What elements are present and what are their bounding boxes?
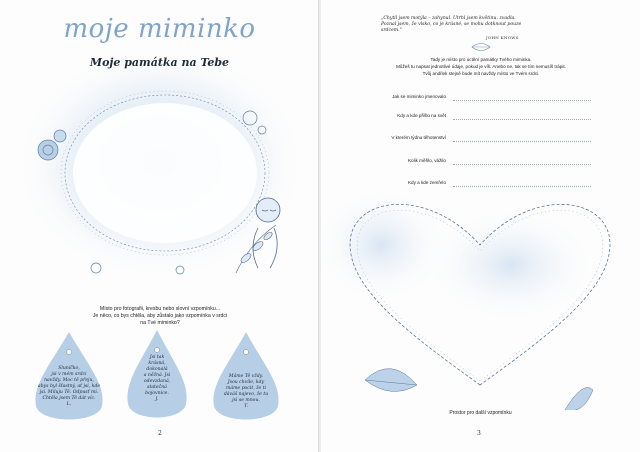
- drop-line: Chtěla jsem Tě dát víc.: [42, 396, 96, 401]
- quote-line: „Chytil jsem motýla – zahynul. Utrhl jsem květinu, zvadla.: [381, 16, 516, 21]
- drop-line: J.: [155, 397, 159, 402]
- photo-wreath-frame[interactable]: [0, 68, 319, 288]
- drop-line: bojovnice.: [145, 391, 169, 396]
- drop-line: jsi. Miluju Tě. Odpusť mi.: [39, 390, 99, 395]
- drop-line: Sluníčko,: [58, 366, 80, 371]
- field-label: Kdy a kde přišlo na svět: [397, 113, 446, 118]
- caption-line: Je něco, co bys chtěla, aby zůstalo jako vzpomínka v srdci: [92, 313, 228, 319]
- field-label: Kolik měřilo, vážilo: [407, 158, 446, 163]
- intro-line: Můžeš tu napsat jednotlivé údaje, pokud je víš. Anebo ne, tak se tím nemusíš trápit.: [396, 64, 566, 69]
- heart-wreath-frame[interactable]: [321, 185, 640, 410]
- intro-line: Tvůj andílek stejně bude mít navždy místo ve Tvém srdci.: [422, 71, 540, 76]
- field-label: Jak se miminko jmenovalo: [392, 94, 446, 99]
- drop-line: jsi v mém srdci: [51, 372, 87, 377]
- epigraph-quote: [381, 16, 541, 34]
- drop-line: máme pocit, že ti: [225, 386, 267, 391]
- field-line[interactable]: [453, 141, 591, 142]
- page-number: 3: [477, 430, 481, 437]
- drop-line: a něžná. Jsi: [143, 373, 171, 378]
- memorial-field-week[interactable]: [381, 135, 621, 145]
- drop-line: abys byl šťastný, ať jsi, kde: [37, 384, 101, 389]
- drop-line: Jsou chvíle, kdy: [227, 380, 265, 385]
- field-line[interactable]: [453, 119, 591, 120]
- field-label: V kterém týdnu těhotenství: [391, 135, 446, 140]
- drop-line: odevzdaná,: [143, 379, 171, 384]
- drop-line: statečná: [147, 385, 167, 390]
- left-page: [0, 0, 319, 452]
- drop-line: krásná,: [148, 361, 166, 366]
- caption-line: na Tvé miminko?: [140, 320, 180, 326]
- quote-author: JOHN KNOWS: [486, 35, 519, 40]
- memorial-field-size[interactable]: [381, 158, 621, 168]
- right-page: [321, 0, 640, 452]
- page-subtitle: Moje památka na Tebe: [89, 56, 230, 69]
- field-line[interactable]: [453, 164, 591, 165]
- drop-line: dokonalá: [146, 367, 168, 372]
- small-leaf-icon: [471, 42, 491, 52]
- drop-message-2: [128, 355, 186, 403]
- quote-line: Poznal jsem, že vlsko, co je krásné, se mohu dotknout pouze srdcem.": [381, 22, 522, 33]
- drop-line: dáváš najevo, že tu: [223, 392, 269, 397]
- feather-leaf-icon: [365, 369, 593, 410]
- drop-line: jsi se mnou.: [232, 398, 260, 403]
- memorial-field-birth[interactable]: [381, 113, 621, 123]
- page-number: 2: [158, 430, 162, 437]
- drop-line: navždy. Moc tě přeju,: [44, 378, 94, 383]
- field-line[interactable]: [453, 100, 591, 101]
- drop-line: Jsi tak: [149, 355, 165, 360]
- intro-text: [351, 56, 611, 77]
- field-label: Kdy a kde zemřelo: [407, 180, 446, 185]
- drop-message-3: [214, 374, 278, 410]
- memorial-field-name[interactable]: [381, 94, 621, 104]
- drop-message-1: [36, 366, 102, 408]
- drop-line: L.: [66, 402, 72, 407]
- intro-line: Tady je místo pro uctění památky Tvého miminka.: [430, 57, 532, 62]
- drop-line: T.: [244, 404, 248, 409]
- caption-line: Místo pro fotografii, kresbu nebo slovní vzpomínku...: [99, 306, 221, 312]
- page-title: moje miminko: [63, 14, 256, 44]
- heart-caption: Prostor pro další vzpomínku: [449, 410, 512, 416]
- drop-line: Máme Tě vždy.: [228, 374, 264, 379]
- photo-caption: [40, 306, 280, 327]
